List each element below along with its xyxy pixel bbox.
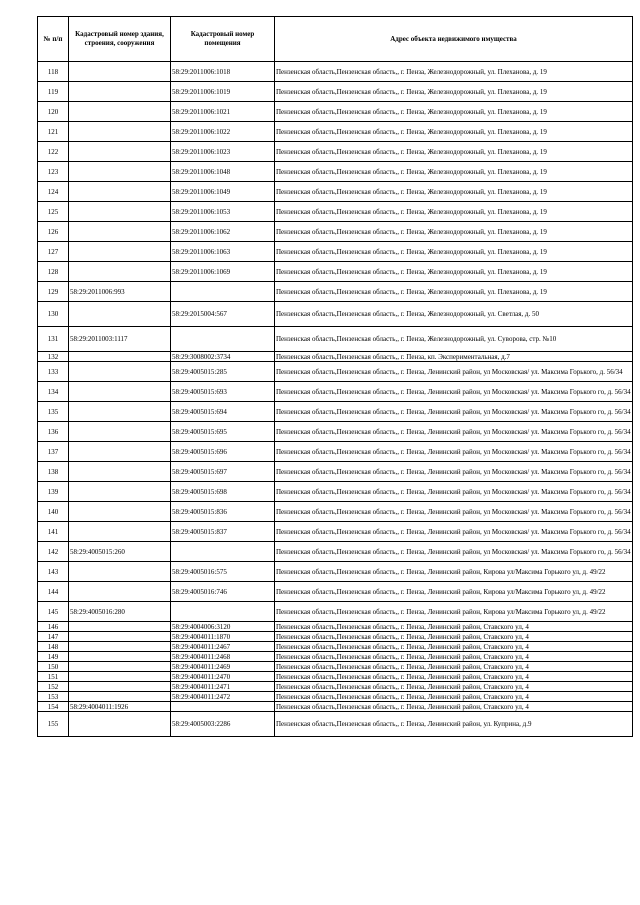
building-cadastral-number bbox=[69, 672, 171, 682]
building-cadastral-number bbox=[69, 82, 171, 102]
property-address: Пензенская область,Пензенская область,, г. Пенза, Железнодорожный, ул. Плеханова, д. 19 bbox=[275, 162, 633, 182]
building-cadastral-number bbox=[69, 662, 171, 672]
table-row bbox=[38, 142, 633, 162]
row-number: 138 bbox=[38, 462, 69, 482]
row-number: 150 bbox=[38, 662, 69, 672]
property-address: Пензенская область,Пензенская область,, г. Пенза, Ленинский район, Ставского ул, 4 bbox=[275, 682, 633, 692]
row-number: 147 bbox=[38, 632, 69, 642]
property-register-table bbox=[37, 16, 633, 737]
building-cadastral-number bbox=[69, 302, 171, 327]
property-address: Пензенская область,Пензенская область,, г. Пенза, Ленинский район, ул Московская/ ул. Максима Горького го, д. 56/34 bbox=[275, 542, 633, 562]
table-row bbox=[38, 582, 633, 602]
table-row bbox=[38, 692, 633, 702]
building-cadastral-number bbox=[69, 682, 171, 692]
property-address: Пензенская область,Пензенская область,, г. Пенза, Железнодорожный, ул. Плеханова, д. 19 bbox=[275, 62, 633, 82]
building-cadastral-number bbox=[69, 162, 171, 182]
property-address: Пензенская область,Пензенская область,, г. Пенза, Ленинский район, ул Московская/ ул. Максима Горького го, д. 56/34 bbox=[275, 422, 633, 442]
table-row bbox=[38, 682, 633, 692]
premises-cadastral-number: 58:29:4005015:836 bbox=[171, 502, 275, 522]
row-number: 141 bbox=[38, 522, 69, 542]
table-row bbox=[38, 162, 633, 182]
property-address: Пензенская область,Пензенская область,, г. Пенза, Ленинский район, ул Московская/ ул. Максима Горького го, д. 56/34 bbox=[275, 522, 633, 542]
table-row bbox=[38, 202, 633, 222]
building-cadastral-number bbox=[69, 182, 171, 202]
row-number: 121 bbox=[38, 122, 69, 142]
property-address: Пензенская область,Пензенская область,, г. Пенза, Ленинский район, ул Московская/ ул. Максима Горького го, д. 56/34 bbox=[275, 382, 633, 402]
property-address: Пензенская область,Пензенская область,, г. Пенза, Ленинский район, Ставского ул, 4 bbox=[275, 702, 633, 712]
building-cadastral-number bbox=[69, 102, 171, 122]
building-cadastral-number bbox=[69, 202, 171, 222]
table-row bbox=[38, 542, 633, 562]
row-number: 123 bbox=[38, 162, 69, 182]
building-cadastral-number bbox=[69, 622, 171, 632]
premises-cadastral-number: 58:29:2011006:1069 bbox=[171, 262, 275, 282]
premises-cadastral-number: 58:29:4005015:697 bbox=[171, 462, 275, 482]
property-address: Пензенская область,Пензенская область,, г. Пенза, Ленинский район, Кирова ул/Максима Горького ул, д. 49/22 bbox=[275, 582, 633, 602]
building-cadastral-number bbox=[69, 642, 171, 652]
table-row bbox=[38, 712, 633, 737]
property-address: Пензенская область,Пензенская область,, г. Пенза, Железнодорожный, ул. Плеханова, д. 19 bbox=[275, 262, 633, 282]
property-address: Пензенская область,Пензенская область,, г. Пенза, Ленинский район, Ставского ул, 4 bbox=[275, 652, 633, 662]
property-address: Пензенская область,Пензенская область,, г. Пенза, Ленинский район, Ставского ул, 4 bbox=[275, 622, 633, 632]
premises-cadastral-number: 58:29:4004006:3120 bbox=[171, 622, 275, 632]
premises-cadastral-number: 58:29:2011006:1018 bbox=[171, 62, 275, 82]
premises-cadastral-number: 58:29:4004011:2472 bbox=[171, 692, 275, 702]
row-number: 135 bbox=[38, 402, 69, 422]
table-header-row bbox=[38, 17, 633, 62]
premises-cadastral-number: 58:29:2011006:1063 bbox=[171, 242, 275, 262]
premises-cadastral-number: 58:29:2011006:1019 bbox=[171, 82, 275, 102]
header-number: № п/п bbox=[38, 17, 69, 62]
row-number: 145 bbox=[38, 602, 69, 622]
row-number: 153 bbox=[38, 692, 69, 702]
building-cadastral-number: 58:29:4004011:1926 bbox=[69, 702, 171, 712]
property-address: Пензенская область,Пензенская область,, г. Пенза, Железнодорожный, ул. Плеханова, д. 19 bbox=[275, 102, 633, 122]
property-address: Пензенская область,Пензенская область,, г. Пенза, Железнодорожный, ул. Плеханова, д. 19 bbox=[275, 182, 633, 202]
building-cadastral-number: 58:29:4005016:280 bbox=[69, 602, 171, 622]
table-row bbox=[38, 482, 633, 502]
table-row bbox=[38, 662, 633, 672]
premises-cadastral-number: 58:29:4005015:698 bbox=[171, 482, 275, 502]
premises-cadastral-number: 58:29:2011006:1048 bbox=[171, 162, 275, 182]
table-row bbox=[38, 522, 633, 542]
building-cadastral-number bbox=[69, 482, 171, 502]
row-number: 124 bbox=[38, 182, 69, 202]
building-cadastral-number bbox=[69, 262, 171, 282]
building-cadastral-number bbox=[69, 692, 171, 702]
table-row bbox=[38, 102, 633, 122]
premises-cadastral-number: 58:29:4005016:575 bbox=[171, 562, 275, 582]
row-number: 128 bbox=[38, 262, 69, 282]
building-cadastral-number bbox=[69, 712, 171, 737]
table-row bbox=[38, 502, 633, 522]
table-row bbox=[38, 562, 633, 582]
table-row bbox=[38, 702, 633, 712]
row-number: 120 bbox=[38, 102, 69, 122]
property-address: Пензенская область,Пензенская область,, г. Пенза, Ленинский район, ул Московская/ ул. Максима Горького го, д. 56/34 bbox=[275, 462, 633, 482]
row-number: 125 bbox=[38, 202, 69, 222]
table-row bbox=[38, 302, 633, 327]
premises-cadastral-number: 58:29:4004011:2468 bbox=[171, 652, 275, 662]
row-number: 152 bbox=[38, 682, 69, 692]
property-address: Пензенская область,Пензенская область,, г. Пенза, Ленинский район, Ставского ул, 4 bbox=[275, 642, 633, 652]
table-row bbox=[38, 262, 633, 282]
property-address: Пензенская область,Пензенская область,, г. Пенза, Железнодорожный, ул. Плеханова, д. 19 bbox=[275, 142, 633, 162]
building-cadastral-number bbox=[69, 502, 171, 522]
property-address: Пензенская область,Пензенская область,, г. Пенза, Железнодорожный, ул. Плеханова, д. 19 bbox=[275, 82, 633, 102]
premises-cadastral-number: 58:29:4004011:2471 bbox=[171, 682, 275, 692]
property-address: Пензенская область,Пензенская область,, г. Пенза, Железнодорожный, ул. Суворова, стр. №10 bbox=[275, 327, 633, 352]
premises-cadastral-number: 58:29:3008002:3734 bbox=[171, 352, 275, 362]
property-address: Пензенская область,Пензенская область,, г. Пенза, Ленинский район, Ставского ул, 4 bbox=[275, 662, 633, 672]
row-number: 132 bbox=[38, 352, 69, 362]
row-number: 149 bbox=[38, 652, 69, 662]
table-row bbox=[38, 422, 633, 442]
row-number: 137 bbox=[38, 442, 69, 462]
header-building-cadastral: Кадастровый номер здания, строения, сооружения bbox=[69, 17, 171, 62]
row-number: 155 bbox=[38, 712, 69, 737]
header-premises-cadastral: Кадастровый номер помещения bbox=[171, 17, 275, 62]
property-address: Пензенская область,Пензенская область,, г. Пенза, Железнодорожный, ул. Светлая, д. 50 bbox=[275, 302, 633, 327]
premises-cadastral-number: 58:29:2011006:1023 bbox=[171, 142, 275, 162]
property-address: Пензенская область,Пензенская область,, г. Пенза, Ленинский район, ул. Куприна, д.9 bbox=[275, 712, 633, 737]
row-number: 146 bbox=[38, 622, 69, 632]
building-cadastral-number bbox=[69, 242, 171, 262]
property-address: Пензенская область,Пензенская область,, г. Пенза, Железнодорожный, ул. Плеханова, д. 19 bbox=[275, 242, 633, 262]
premises-cadastral-number: 58:29:4004011:2467 bbox=[171, 642, 275, 652]
row-number: 140 bbox=[38, 502, 69, 522]
property-address: Пензенская область,Пензенская область,, г. Пенза, Ленинский район, ул Московская/ ул. Максима Горького го, д. 56/34 bbox=[275, 482, 633, 502]
building-cadastral-number bbox=[69, 562, 171, 582]
table-row bbox=[38, 442, 633, 462]
property-address: Пензенская область,Пензенская область,, г. Пенза, Ленинский район, Ставского ул, 4 bbox=[275, 632, 633, 642]
row-number: 148 bbox=[38, 642, 69, 652]
building-cadastral-number bbox=[69, 382, 171, 402]
building-cadastral-number bbox=[69, 632, 171, 642]
property-address: Пензенская область,Пензенская область,, г. Пенза, Ленинский район, Ставского ул, 4 bbox=[275, 672, 633, 682]
row-number: 119 bbox=[38, 82, 69, 102]
building-cadastral-number bbox=[69, 362, 171, 382]
row-number: 136 bbox=[38, 422, 69, 442]
table-row bbox=[38, 462, 633, 482]
row-number: 131 bbox=[38, 327, 69, 352]
building-cadastral-number bbox=[69, 352, 171, 362]
row-number: 126 bbox=[38, 222, 69, 242]
premises-cadastral-number: 58:29:4005003:2286 bbox=[171, 712, 275, 737]
building-cadastral-number bbox=[69, 522, 171, 542]
row-number: 129 bbox=[38, 282, 69, 302]
row-number: 142 bbox=[38, 542, 69, 562]
premises-cadastral-number: 58:29:2011006:1021 bbox=[171, 102, 275, 122]
property-address: Пензенская область,Пензенская область,, г. Пенза, Ленинский район, Кирова ул/Максима Горького ул, д. 49/22 bbox=[275, 602, 633, 622]
building-cadastral-number: 58:29:2011003:1117 bbox=[69, 327, 171, 352]
building-cadastral-number bbox=[69, 442, 171, 462]
premises-cadastral-number: 58:29:4005015:696 bbox=[171, 442, 275, 462]
building-cadastral-number bbox=[69, 222, 171, 242]
building-cadastral-number bbox=[69, 142, 171, 162]
property-address: Пензенская область,Пензенская область,, г. Пенза, Железнодорожный, ул. Плеханова, д. 19 bbox=[275, 222, 633, 242]
property-address: Пензенская область,Пензенская область,, г. Пенза, Ленинский район, Ставского ул, 4 bbox=[275, 692, 633, 702]
table-row bbox=[38, 242, 633, 262]
premises-cadastral-number bbox=[171, 602, 275, 622]
property-address: Пензенская область,Пензенская область,, г. Пенза, Железнодорожный, ул. Плеханова, д. 19 bbox=[275, 122, 633, 142]
premises-cadastral-number bbox=[171, 282, 275, 302]
table-row bbox=[38, 122, 633, 142]
table-row bbox=[38, 672, 633, 682]
row-number: 139 bbox=[38, 482, 69, 502]
header-address: Адрес объекта недвижимого имущества bbox=[275, 17, 633, 62]
row-number: 127 bbox=[38, 242, 69, 262]
table-row bbox=[38, 352, 633, 362]
row-number: 118 bbox=[38, 62, 69, 82]
building-cadastral-number bbox=[69, 122, 171, 142]
premises-cadastral-number: 58:29:4004011:2470 bbox=[171, 672, 275, 682]
table-row bbox=[38, 62, 633, 82]
premises-cadastral-number: 58:29:2011006:1022 bbox=[171, 122, 275, 142]
row-number: 143 bbox=[38, 562, 69, 582]
property-address: Пензенская область,Пензенская область,, г. Пенза, Ленинский район, ул Московская/ ул. Максима Горького, д. 56/34 bbox=[275, 362, 633, 382]
property-address: Пензенская область,Пензенская область,, г. Пенза, Ленинский район, ул Московская/ ул. Максима Горького го, д. 56/34 bbox=[275, 442, 633, 462]
table-row bbox=[38, 222, 633, 242]
row-number: 130 bbox=[38, 302, 69, 327]
table-row bbox=[38, 402, 633, 422]
property-address: Пензенская область,Пензенская область,, г. Пенза, Железнодорожный, ул. Плеханова, д. 19 bbox=[275, 282, 633, 302]
table-row bbox=[38, 622, 633, 632]
premises-cadastral-number: 58:29:4005015:694 bbox=[171, 402, 275, 422]
row-number: 144 bbox=[38, 582, 69, 602]
premises-cadastral-number: 58:29:4005016:746 bbox=[171, 582, 275, 602]
table-row bbox=[38, 652, 633, 662]
premises-cadastral-number: 58:29:4005015:695 bbox=[171, 422, 275, 442]
table-row bbox=[38, 632, 633, 642]
premises-cadastral-number: 58:29:4004011:2469 bbox=[171, 662, 275, 672]
premises-cadastral-number: 58:29:2011006:1049 bbox=[171, 182, 275, 202]
row-number: 122 bbox=[38, 142, 69, 162]
premises-cadastral-number: 58:29:2015004:567 bbox=[171, 302, 275, 327]
row-number: 134 bbox=[38, 382, 69, 402]
building-cadastral-number bbox=[69, 652, 171, 662]
building-cadastral-number bbox=[69, 422, 171, 442]
premises-cadastral-number: 58:29:2011006:1062 bbox=[171, 222, 275, 242]
table-row bbox=[38, 82, 633, 102]
row-number: 154 bbox=[38, 702, 69, 712]
property-address: Пензенская область,Пензенская область,, г. Пенза, Железнодорожный, ул. Плеханова, д. 19 bbox=[275, 202, 633, 222]
property-address: Пензенская область,Пензенская область,, г. Пенза, Ленинский район, Кирова ул/Максима Горького ул, д. 49/22 bbox=[275, 562, 633, 582]
premises-cadastral-number: 58:29:4005015:693 bbox=[171, 382, 275, 402]
premises-cadastral-number bbox=[171, 702, 275, 712]
building-cadastral-number bbox=[69, 582, 171, 602]
premises-cadastral-number: 58:29:4005015:285 bbox=[171, 362, 275, 382]
building-cadastral-number: 58:29:2011006:993 bbox=[69, 282, 171, 302]
premises-cadastral-number: 58:29:4004011:1870 bbox=[171, 632, 275, 642]
building-cadastral-number: 58:29:4005015:260 bbox=[69, 542, 171, 562]
table-row bbox=[38, 382, 633, 402]
premises-cadastral-number: 58:29:4005015:837 bbox=[171, 522, 275, 542]
row-number: 151 bbox=[38, 672, 69, 682]
building-cadastral-number bbox=[69, 462, 171, 482]
property-address: Пензенская область,Пензенская область,, г. Пенза, Ленинский район, ул Московская/ ул. Максима Горького го, д. 56/34 bbox=[275, 402, 633, 422]
property-address: Пензенская область,Пензенская область,, г. Пенза, Ленинский район, ул Московская/ ул. Максима Горького го, д. 56/34 bbox=[275, 502, 633, 522]
premises-cadastral-number: 58:29:2011006:1053 bbox=[171, 202, 275, 222]
row-number: 133 bbox=[38, 362, 69, 382]
table-row bbox=[38, 362, 633, 382]
premises-cadastral-number bbox=[171, 327, 275, 352]
property-address: Пензенская область,Пензенская область,, г. Пенза, кп. Экспериментальная, д.7 bbox=[275, 352, 633, 362]
table-body bbox=[38, 62, 633, 737]
table-row bbox=[38, 282, 633, 302]
table-row bbox=[38, 182, 633, 202]
premises-cadastral-number bbox=[171, 542, 275, 562]
table-row bbox=[38, 327, 633, 352]
table-row bbox=[38, 602, 633, 622]
building-cadastral-number bbox=[69, 62, 171, 82]
building-cadastral-number bbox=[69, 402, 171, 422]
table-row bbox=[38, 642, 633, 652]
